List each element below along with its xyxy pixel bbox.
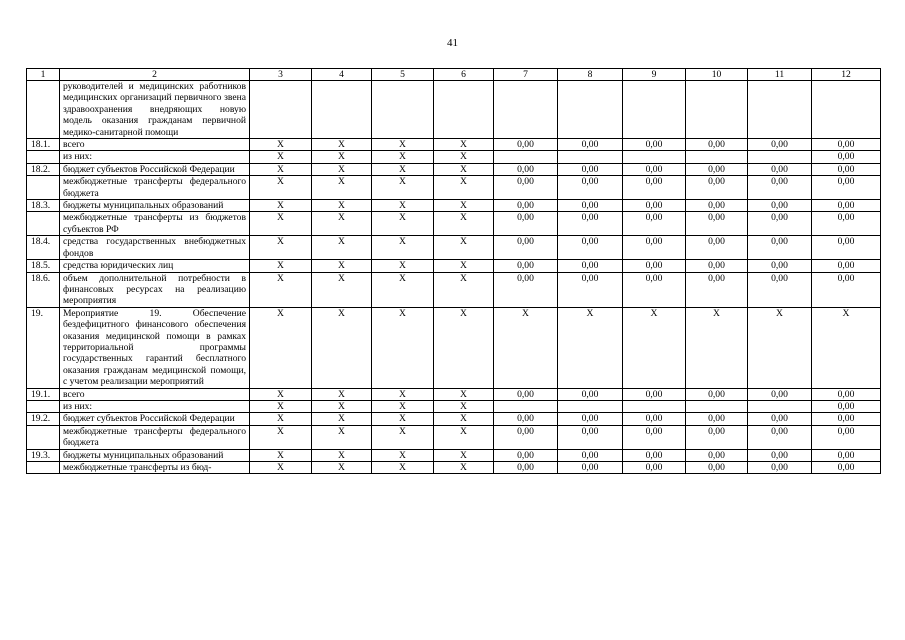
table-row: [27, 163, 881, 175]
table-cell: 0,00: [494, 260, 558, 272]
table-cell: 0,00: [686, 449, 748, 461]
table-cell: 0,00: [812, 200, 881, 212]
table-cell: X: [312, 260, 372, 272]
row-number: 18.5.: [27, 260, 60, 272]
table-cell: 0,00: [558, 462, 623, 474]
column-header: 9: [623, 69, 686, 81]
table-cell: 0,00: [812, 400, 881, 412]
table-cell: X: [372, 272, 434, 307]
table-row: [27, 176, 881, 200]
table-cell: 0,00: [494, 272, 558, 307]
column-header: 2: [60, 69, 250, 81]
row-description: из них:: [60, 151, 250, 163]
table-cell: 0,00: [623, 388, 686, 400]
table-cell: X: [250, 449, 312, 461]
row-number: [27, 212, 60, 236]
table-row: [27, 151, 881, 163]
table-cell: 0,00: [494, 163, 558, 175]
table-cell: 0,00: [748, 462, 812, 474]
table-cell: X: [312, 400, 372, 412]
table-cell: 0,00: [748, 425, 812, 449]
table-cell: [250, 81, 312, 139]
table-cell: 0,00: [748, 236, 812, 260]
row-description: всего: [60, 388, 250, 400]
table-cell: 0,00: [686, 425, 748, 449]
table-cell: 0,00: [686, 236, 748, 260]
row-number: 18.1.: [27, 139, 60, 151]
table-cell: X: [623, 307, 686, 388]
table-cell: 0,00: [748, 163, 812, 175]
budget-table: [26, 68, 881, 474]
table-cell: X: [250, 260, 312, 272]
table-cell: X: [312, 425, 372, 449]
table-cell: 0,00: [623, 272, 686, 307]
table-row: [27, 449, 881, 461]
table-cell: 0,00: [558, 272, 623, 307]
table-cell: X: [312, 236, 372, 260]
table-cell: [623, 151, 686, 163]
table-cell: X: [372, 413, 434, 425]
table-cell: 0,00: [686, 139, 748, 151]
table-cell: X: [312, 176, 372, 200]
table-cell: X: [558, 307, 623, 388]
column-header: 10: [686, 69, 748, 81]
row-number: [27, 81, 60, 139]
table-cell: X: [434, 388, 494, 400]
table-row: [27, 400, 881, 412]
table-cell: X: [312, 413, 372, 425]
row-number: [27, 462, 60, 474]
table-cell: [312, 81, 372, 139]
table-cell: 0,00: [812, 425, 881, 449]
table-cell: X: [434, 449, 494, 461]
table-cell: X: [372, 236, 434, 260]
table-row: [27, 260, 881, 272]
table-cell: 0,00: [748, 200, 812, 212]
column-header: 7: [494, 69, 558, 81]
row-number: 18.4.: [27, 236, 60, 260]
table-cell: X: [434, 151, 494, 163]
table-cell: [748, 151, 812, 163]
table-cell: [748, 81, 812, 139]
table-cell: X: [812, 307, 881, 388]
table-cell: X: [372, 151, 434, 163]
table-cell: 0,00: [494, 449, 558, 461]
table-cell: X: [312, 307, 372, 388]
table-cell: X: [250, 176, 312, 200]
table-cell: [558, 400, 623, 412]
table-cell: 0,00: [623, 462, 686, 474]
table-cell: X: [250, 236, 312, 260]
table-cell: 0,00: [558, 236, 623, 260]
column-header: 4: [312, 69, 372, 81]
row-description: руководителей и медицинских работников медицинских организаций первичного звена здравоохранения внедряющих новую модель оказания гражданам первичной медико-санитарной помощи: [60, 81, 250, 139]
table-cell: X: [250, 413, 312, 425]
table-cell: X: [434, 462, 494, 474]
row-number: 19.1.: [27, 388, 60, 400]
row-description: бюджет субъектов Российской Федерации: [60, 163, 250, 175]
row-description: межбюджетные трансферты федерального бюджета: [60, 425, 250, 449]
table-cell: 0,00: [812, 272, 881, 307]
table-cell: 0,00: [748, 449, 812, 461]
table-cell: X: [250, 200, 312, 212]
table-row: [27, 307, 881, 388]
table-cell: 0,00: [686, 163, 748, 175]
table-cell: 0,00: [558, 163, 623, 175]
table-cell: X: [250, 139, 312, 151]
table-cell: 0,00: [623, 163, 686, 175]
table-cell: X: [372, 400, 434, 412]
table-row: [27, 139, 881, 151]
table-cell: [623, 81, 686, 139]
table-cell: 0,00: [558, 388, 623, 400]
table-cell: 0,00: [558, 176, 623, 200]
table-cell: X: [250, 425, 312, 449]
row-description: межбюджетные трансферты из бюджетов субъектов РФ: [60, 212, 250, 236]
table-cell: X: [494, 307, 558, 388]
table-cell: 0,00: [623, 139, 686, 151]
row-description: объем дополнительной потребности в финансовых ресурсах на реализацию мероприятия: [60, 272, 250, 307]
table-cell: [558, 81, 623, 139]
row-number: 18.6.: [27, 272, 60, 307]
table-cell: X: [372, 462, 434, 474]
table-cell: X: [434, 163, 494, 175]
table-cell: 0,00: [812, 388, 881, 400]
row-number: [27, 425, 60, 449]
table-cell: 0,00: [686, 212, 748, 236]
table-cell: [686, 400, 748, 412]
table-cell: 0,00: [558, 139, 623, 151]
table-row: [27, 413, 881, 425]
table-cell: X: [250, 400, 312, 412]
table-cell: 0,00: [812, 462, 881, 474]
table-row: [27, 462, 881, 474]
column-header: 5: [372, 69, 434, 81]
column-header: 6: [434, 69, 494, 81]
table-cell: [623, 400, 686, 412]
row-description: средства государственных внебюджетных фондов: [60, 236, 250, 260]
row-number: 18.2.: [27, 163, 60, 175]
table-cell: X: [312, 449, 372, 461]
table-cell: X: [312, 272, 372, 307]
table-cell: 0,00: [686, 176, 748, 200]
table-cell: 0,00: [686, 388, 748, 400]
table-cell: X: [434, 425, 494, 449]
table-header-row: [27, 69, 881, 81]
table-cell: 0,00: [812, 449, 881, 461]
table-row: [27, 425, 881, 449]
table-cell: [748, 400, 812, 412]
table-cell: X: [434, 176, 494, 200]
table-cell: 0,00: [558, 425, 623, 449]
table-cell: 0,00: [812, 163, 881, 175]
table-cell: X: [434, 139, 494, 151]
table-cell: X: [312, 388, 372, 400]
table-cell: 0,00: [686, 260, 748, 272]
table-cell: [686, 81, 748, 139]
table-cell: X: [434, 413, 494, 425]
table-cell: 0,00: [686, 462, 748, 474]
table-cell: 0,00: [494, 388, 558, 400]
table-cell: 0,00: [494, 139, 558, 151]
row-number: 19.3.: [27, 449, 60, 461]
table-cell: X: [250, 272, 312, 307]
row-number: [27, 151, 60, 163]
table-cell: X: [372, 260, 434, 272]
column-header: 3: [250, 69, 312, 81]
table-cell: X: [312, 139, 372, 151]
table-cell: X: [250, 462, 312, 474]
table-cell: X: [434, 307, 494, 388]
table-cell: 0,00: [494, 200, 558, 212]
table-cell: 0,00: [748, 272, 812, 307]
table-cell: X: [372, 425, 434, 449]
table-cell: 0,00: [686, 200, 748, 212]
table-cell: 0,00: [812, 413, 881, 425]
table-cell: [434, 81, 494, 139]
table-cell: X: [434, 260, 494, 272]
table-cell: [494, 81, 558, 139]
column-header: 12: [812, 69, 881, 81]
table-cell: 0,00: [623, 200, 686, 212]
table-cell: 0,00: [748, 413, 812, 425]
table-row: [27, 388, 881, 400]
table-cell: 0,00: [558, 200, 623, 212]
table-cell: 0,00: [494, 462, 558, 474]
table-cell: [494, 151, 558, 163]
table-cell: 0,00: [686, 272, 748, 307]
table-cell: 0,00: [494, 176, 558, 200]
table-cell: X: [372, 200, 434, 212]
table-cell: X: [250, 212, 312, 236]
table-cell: X: [312, 151, 372, 163]
table-cell: 0,00: [748, 388, 812, 400]
table-cell: X: [312, 212, 372, 236]
page-number: 41: [447, 37, 458, 49]
table-cell: X: [372, 139, 434, 151]
table-cell: 0,00: [812, 176, 881, 200]
row-number: 19.: [27, 307, 60, 388]
row-number: [27, 400, 60, 412]
row-description: межбюджетные трансферты из бюд-: [60, 462, 250, 474]
table-cell: 0,00: [748, 139, 812, 151]
row-description: бюджет субъектов Российской Федерации: [60, 413, 250, 425]
table-cell: X: [312, 200, 372, 212]
table-cell: X: [312, 163, 372, 175]
table-row: [27, 81, 881, 139]
table-cell: 0,00: [623, 236, 686, 260]
table-cell: [372, 81, 434, 139]
row-description: бюджеты муниципальных образований: [60, 200, 250, 212]
table-row: [27, 236, 881, 260]
table-cell: 0,00: [558, 260, 623, 272]
table-cell: X: [686, 307, 748, 388]
table-cell: 0,00: [494, 212, 558, 236]
table-row: [27, 212, 881, 236]
table-cell: 0,00: [812, 151, 881, 163]
table-cell: 0,00: [494, 413, 558, 425]
table-cell: 0,00: [494, 236, 558, 260]
table-cell: X: [312, 462, 372, 474]
table-cell: 0,00: [748, 260, 812, 272]
table-cell: 0,00: [748, 212, 812, 236]
table-cell: 0,00: [812, 212, 881, 236]
table-cell: 0,00: [623, 449, 686, 461]
table-cell: X: [372, 176, 434, 200]
table-cell: X: [434, 236, 494, 260]
column-header: 8: [558, 69, 623, 81]
table-cell: X: [250, 163, 312, 175]
row-description: бюджеты муниципальных образований: [60, 449, 250, 461]
table-cell: 0,00: [748, 176, 812, 200]
row-description: средства юридических лиц: [60, 260, 250, 272]
table-cell: 0,00: [623, 425, 686, 449]
table-cell: 0,00: [623, 176, 686, 200]
table-cell: 0,00: [623, 413, 686, 425]
row-description: всего: [60, 139, 250, 151]
column-header: 11: [748, 69, 812, 81]
table-row: [27, 272, 881, 307]
table-cell: 0,00: [623, 260, 686, 272]
row-description: Мероприятие 19. Обеспечение бездефицитного финансового обеспечения оказания медицинской помощи в рамках территориальной программы государственных гарантий бесплатного оказания гражданам медицинской помощи, с учетом реализации мероприятий: [60, 307, 250, 388]
table-cell: 0,00: [812, 236, 881, 260]
table-cell: 0,00: [558, 413, 623, 425]
table-cell: 0,00: [686, 413, 748, 425]
table-cell: [812, 81, 881, 139]
table-cell: 0,00: [558, 212, 623, 236]
table-cell: X: [434, 400, 494, 412]
column-header: 1: [27, 69, 60, 81]
table-cell: X: [434, 272, 494, 307]
table-cell: [558, 151, 623, 163]
table-cell: X: [250, 307, 312, 388]
row-number: 18.3.: [27, 200, 60, 212]
table-cell: X: [434, 212, 494, 236]
table-cell: X: [250, 151, 312, 163]
table-row: [27, 200, 881, 212]
table-cell: 0,00: [494, 425, 558, 449]
table-cell: X: [250, 388, 312, 400]
table-cell: X: [434, 200, 494, 212]
table-cell: X: [372, 388, 434, 400]
table-cell: X: [748, 307, 812, 388]
row-description: межбюджетные трансферты федерального бюджета: [60, 176, 250, 200]
table-cell: 0,00: [812, 139, 881, 151]
table-cell: 0,00: [623, 212, 686, 236]
table-cell: 0,00: [558, 449, 623, 461]
row-description: из них:: [60, 400, 250, 412]
table-cell: X: [372, 449, 434, 461]
row-number: [27, 176, 60, 200]
table-cell: X: [372, 307, 434, 388]
row-number: 19.2.: [27, 413, 60, 425]
table-cell: [494, 400, 558, 412]
table-cell: 0,00: [812, 260, 881, 272]
table-cell: X: [372, 212, 434, 236]
table-cell: [686, 151, 748, 163]
table-cell: X: [372, 163, 434, 175]
